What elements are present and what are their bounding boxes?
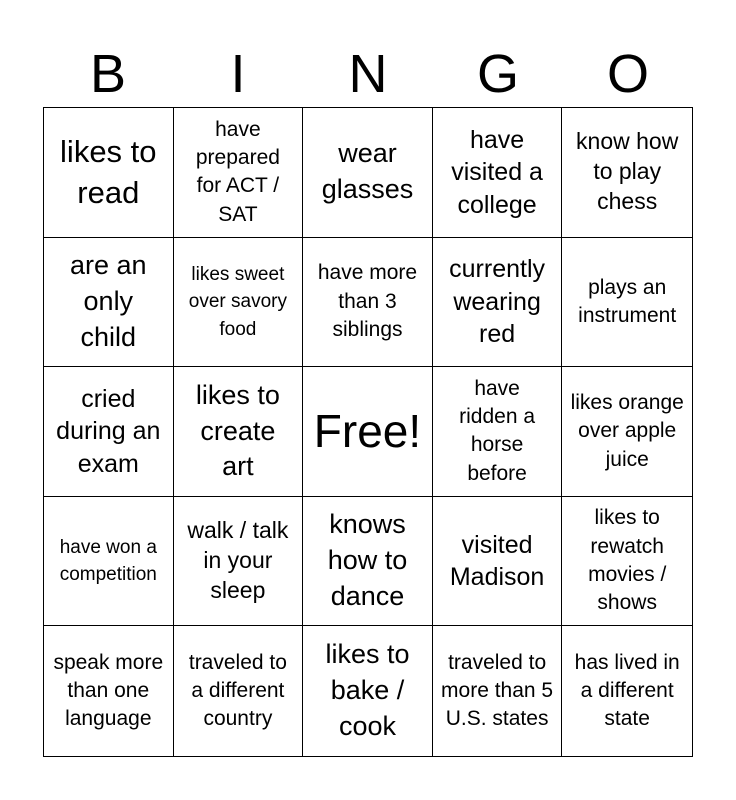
cell-text: know how to play chess [576,128,679,215]
free-space-cell[interactable] [303,367,433,497]
bingo-cell[interactable] [44,497,174,627]
bingo-cell[interactable] [562,108,692,238]
bingo-cell[interactable] [433,238,563,368]
cell-text: likes sweet over savory food [188,263,287,340]
cell-text: traveled to a different country [188,650,287,731]
bingo-cell[interactable] [562,497,692,627]
bingo-cell[interactable] [433,626,563,756]
bingo-cell[interactable] [174,238,304,368]
bingo-cell[interactable] [562,238,692,368]
bingo-cell[interactable] [433,497,563,627]
bingo-cell[interactable] [174,626,304,756]
cell-text: have prepared for ACT / SAT [195,117,280,226]
bingo-cell[interactable] [44,626,174,756]
header-letter-i: I [230,44,246,104]
bingo-cell[interactable] [433,367,563,497]
cell-text: have won a competition [59,536,157,586]
header-letter-o: O [606,44,649,104]
header-letter-b: B [89,44,127,104]
free-space-text: Free! [313,405,422,458]
cell-text: knows how to dance [327,509,408,612]
bingo-cell[interactable] [303,238,433,368]
cell-text: likes orange over apple juice [570,390,684,471]
bingo-cell[interactable] [174,367,304,497]
cell-text: has lived in a different state [574,650,680,731]
bingo-cell[interactable] [174,108,304,238]
cell-text: plays an instrument [578,275,677,327]
cell-text: are an only child [70,250,147,352]
cell-text: cried during an exam [56,384,161,478]
header-letter-g: G [476,44,519,104]
cell-text: visited Madison [449,530,545,592]
cell-text: likes to read [60,134,157,211]
header-letter-n: N [348,44,388,104]
bingo-cell[interactable] [303,626,433,756]
bingo-header [43,40,693,108]
bingo-cell[interactable] [174,497,304,627]
cell-text: have visited a college [451,125,543,219]
bingo-cell[interactable] [433,108,563,238]
bingo-cell[interactable] [44,108,174,238]
cell-text: wear glasses [321,138,414,205]
cell-text: speak more than one language [53,650,164,731]
cell-text: likes to bake / cook [325,639,410,742]
bingo-board [43,107,693,757]
cell-text: walk / talk in your sleep [187,517,289,604]
bingo-cell[interactable] [44,367,174,497]
bingo-cell[interactable] [303,497,433,627]
cell-text: have ridden a horse before [459,376,536,485]
bingo-cell[interactable] [303,108,433,238]
cell-text: likes to create art [195,379,280,482]
bingo-cell[interactable] [562,367,692,497]
cell-text: currently wearing red [449,255,546,349]
bingo-cell[interactable] [44,238,174,368]
cell-text: traveled to more than 5 U.S. states [441,650,554,731]
bingo-cell[interactable] [562,626,692,756]
cell-text: likes to rewatch movies / shows [588,506,667,615]
cell-text: have more than 3 siblings [317,261,418,342]
